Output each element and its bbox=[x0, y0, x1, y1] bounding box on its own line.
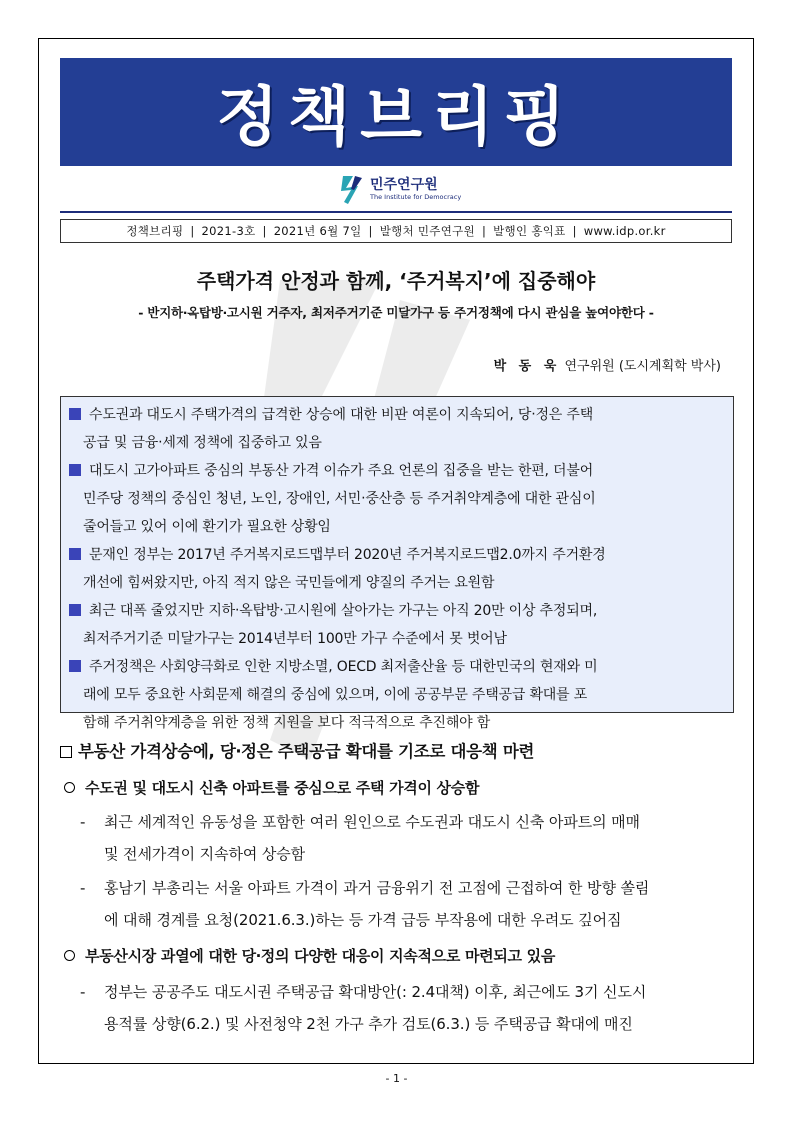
summary-item: 최근 대폭 줄었지만 지하‧옥탑방‧고시원에 살아가는 가구는 아직 20만 이상 추정되며, 최저주거기준 미달가구는 2014년부터 100만 가구 수준에서 못 벗어남 bbox=[69, 597, 725, 653]
info-date: 2021년 6월 7일 bbox=[273, 224, 362, 238]
banner-title: 정책브리핑 bbox=[216, 81, 576, 155]
square-bullet-icon bbox=[69, 408, 81, 420]
info-website: www.idp.or.kr bbox=[583, 224, 666, 238]
dash-bullet: - bbox=[80, 879, 86, 897]
logo-subtitle: The Institute for Democracy bbox=[370, 193, 462, 201]
info-issue: 2021-3호 bbox=[201, 224, 256, 238]
summary-item: 주거정책은 사회양극화로 인한 지방소멸, OECD 최저출산율 등 대한민국의 현재와 미 래에 모두 중요한 사회문제 해결의 중심에 있으며, 이에 공공부문 주택공급 확대를 포 함해 주거취약계층을 위한 정책 지원을 보다 적극적으로 추진해야 함 bbox=[69, 653, 725, 737]
dash-bullet: - bbox=[80, 983, 86, 1001]
info-series: 정책브리핑 bbox=[126, 224, 184, 238]
dash-item: - 최근 세계적인 유동성을 포함한 여러 원인으로 수도권과 대도시 신축 아파트의 매매 및 전세가격이 지속하여 상승함 bbox=[80, 806, 740, 870]
author-name: 박 동 욱 bbox=[493, 359, 561, 374]
square-bullet-icon bbox=[69, 464, 81, 476]
publication-info-bar: 정책브리핑 | 2021-3호 | 2021년 6월 7일 | 발행처 민주연구원 | 발행인 홍익표 | www.idp.or.kr bbox=[60, 219, 732, 243]
info-publisher: 발행처 민주연구원 bbox=[379, 224, 475, 238]
logo-name: 민주연구원 bbox=[370, 177, 438, 193]
dash-item: - 정부는 공공주도 대도시권 주택공급 확대방안(: 2.4대책) 이후, 최근에도 3기 신도시 용적률 상향(6.2.) 및 사전청약 2천 가구 추가 검토(6.3.) 등 주택공급 확대에 매진 bbox=[80, 976, 740, 1040]
square-bullet-icon bbox=[69, 660, 81, 672]
summary-item: 수도권과 대도시 주택가격의 급격한 상승에 대한 비판 여론이 지속되어, 당‧정은 주택 공급 및 금융‧세제 정책에 집중하고 있음 bbox=[69, 401, 725, 457]
dash-bullet: - bbox=[80, 813, 86, 831]
section-point: 부동산시장 과열에 대한 당‧정의 다양한 대응이 지속적으로 마련되고 있음 bbox=[64, 945, 555, 966]
author-line bbox=[494, 355, 721, 374]
subheadline: - 반지하‧옥탑방‧고시원 거주자, 최저주거기준 미달가구 등 주거정책에 다시 관심을 높여야한다 - bbox=[138, 305, 654, 320]
summary-box bbox=[60, 396, 734, 731]
square-bullet-icon bbox=[69, 548, 81, 560]
checkbox-square-icon bbox=[60, 746, 72, 758]
page-number: - 1 - bbox=[385, 1072, 408, 1085]
banner bbox=[60, 58, 732, 166]
author-role: 연구위원 (도시계획학 박사) bbox=[564, 359, 721, 374]
section-title: 부동산 가격상승에, 당‧정은 주택공급 확대를 기조로 대응책 마련 bbox=[60, 738, 534, 762]
circle-bullet-icon bbox=[64, 950, 75, 961]
square-bullet-icon bbox=[69, 604, 81, 616]
headline: 주택가격 안정과 함께, ‘주거복지’에 집중해야 bbox=[196, 269, 596, 293]
header-rule bbox=[60, 211, 732, 213]
summary-item: 대도시 고가아파트 중심의 부동산 가격 이슈가 주요 언론의 집중을 받는 한편, 더불어 민주당 정책의 중심인 청년, 노인, 장애인, 서민‧중산층 등 주거취약계층에 대한 관심이 줄어들고 있어 이에 환기가 필요한 상황임 bbox=[69, 457, 725, 541]
summary-item: 문재인 정부는 2017년 주거복지로드맵부터 2020년 주거복지로드맵2.0까지 주거환경 개선에 힘써왔지만, 아직 적지 않은 국민들에게 양질의 주거는 요원함 bbox=[69, 541, 725, 597]
institute-logo-icon bbox=[340, 172, 366, 206]
section-point: 수도권 및 대도시 신축 아파트를 중심으로 주택 가격이 상승함 bbox=[64, 777, 479, 798]
circle-bullet-icon bbox=[64, 782, 75, 793]
info-issuer: 발행인 홍익표 bbox=[493, 224, 566, 238]
institute-logo bbox=[340, 170, 490, 208]
dash-item: - 홍남기 부총리는 서울 아파트 가격이 과거 금융위기 전 고점에 근접하여 한 방향 쏠림 에 대해 경계를 요청(2021.6.3.)하는 등 가격 급등 부작용에 대한 우려도 깊어짐 bbox=[80, 872, 740, 936]
